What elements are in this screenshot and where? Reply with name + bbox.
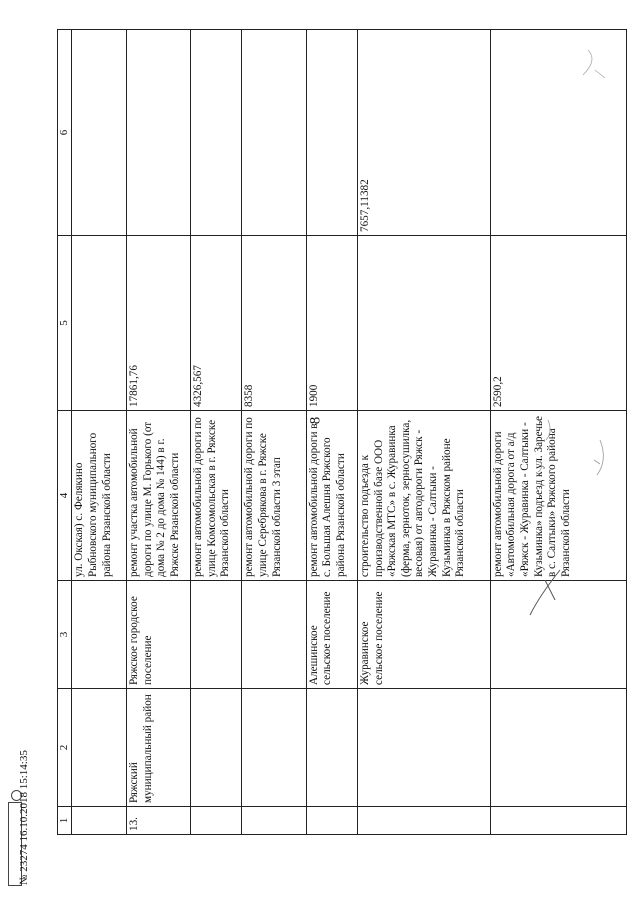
- cell-settlement: Ряжское городское поселение: [126, 581, 190, 689]
- cell-number: [72, 807, 126, 835]
- cell-settlement: [490, 581, 626, 689]
- header-cell: 2: [58, 689, 72, 807]
- cell-number: [306, 807, 357, 835]
- table-row: [126, 30, 190, 835]
- cell-object: ремонт автомобильной дороги в с. Большая Алешня Ряжского района Рязанской области: [306, 411, 357, 581]
- cell-settlement: Алешинское сельское поселение: [306, 581, 357, 689]
- registration-stamp: № 23274 16.10.2018 15:14:35: [18, 750, 30, 885]
- table-row: [72, 30, 126, 835]
- cell-number: [191, 807, 242, 835]
- cell-amount-alt: [191, 30, 242, 236]
- cell-amount: 2590,2: [490, 236, 626, 411]
- cell-district: [306, 689, 357, 807]
- table-header-row: [58, 30, 72, 835]
- cell-amount: 17861,76: [126, 236, 190, 411]
- cell-amount: 4326,567: [191, 236, 242, 411]
- cell-object: ремонт автомобильной дороги по улице Комсомольская в г. Ряжске Рязанской области: [191, 411, 242, 581]
- cell-amount-alt: 7657,11382: [357, 30, 490, 236]
- cell-amount-alt: [126, 30, 190, 236]
- cell-settlement: [242, 581, 306, 689]
- cell-number: 13.: [126, 807, 190, 835]
- cell-district: [191, 689, 242, 807]
- header-cell: 3: [58, 581, 72, 689]
- table-row: [191, 30, 242, 835]
- data-table: [57, 29, 627, 835]
- header-cell: 4: [58, 411, 72, 581]
- table-row: [357, 30, 490, 835]
- cell-settlement: [72, 581, 126, 689]
- cell-object: ремонт автомобильной дороги по улице Серебрякова в г. Ряжске Рязанской области 3 этап: [242, 411, 306, 581]
- table-row: [242, 30, 306, 835]
- cell-district: [72, 689, 126, 807]
- cell-settlement: [191, 581, 242, 689]
- cell-district: Ряжский муниципальный район: [126, 689, 190, 807]
- table-row: [306, 30, 357, 835]
- cell-amount: [357, 236, 490, 411]
- cell-amount: 1900: [306, 236, 357, 411]
- cell-number: [357, 807, 490, 835]
- cell-amount-alt: [72, 30, 126, 236]
- header-cell: 6: [58, 30, 72, 236]
- table-container: [57, 30, 627, 835]
- cell-settlement: Журавинское сельское поселение: [357, 581, 490, 689]
- cell-district: [490, 689, 626, 807]
- table-row: [490, 30, 626, 835]
- cell-object: ул. Окская) с. Фелякино Рыбновского муниципального района Рязанской области: [72, 411, 126, 581]
- cell-amount: [72, 236, 126, 411]
- cell-amount-alt: [242, 30, 306, 236]
- cell-object: ремонт участка автомобильной дороги по улице М. Горького (от дома № 2 до дома № 144) в г. Ряжске Рязанской области: [126, 411, 190, 581]
- page-number: 8: [307, 416, 324, 425]
- header-cell: 5: [58, 236, 72, 411]
- cell-amount-alt: [306, 30, 357, 236]
- header-cell: 1: [58, 807, 72, 835]
- cell-district: [242, 689, 306, 807]
- cell-object: ремонт автомобильной дороги «Автомобильная дорога от а/д «Ряжск - Журавинка - Салтыки - Кузьминка» подъезд к ул. Заречье в с. Салтыки» Ряжского района Рязанской области: [490, 411, 626, 581]
- cell-object: строительство подъезда к производственной базе ООО «Ряжская МТС» в с. Журавинка (ферма, зерноток, зерносушилка, весовая) от автодороги Ряжск - Журавинка - Салтыки - Кузьминка в Ряжском районе Рязанской области: [357, 411, 490, 581]
- cell-number: [490, 807, 626, 835]
- cell-amount: 8358: [242, 236, 306, 411]
- cell-district: [357, 689, 490, 807]
- cell-number: [242, 807, 306, 835]
- cell-amount-alt: [490, 30, 626, 236]
